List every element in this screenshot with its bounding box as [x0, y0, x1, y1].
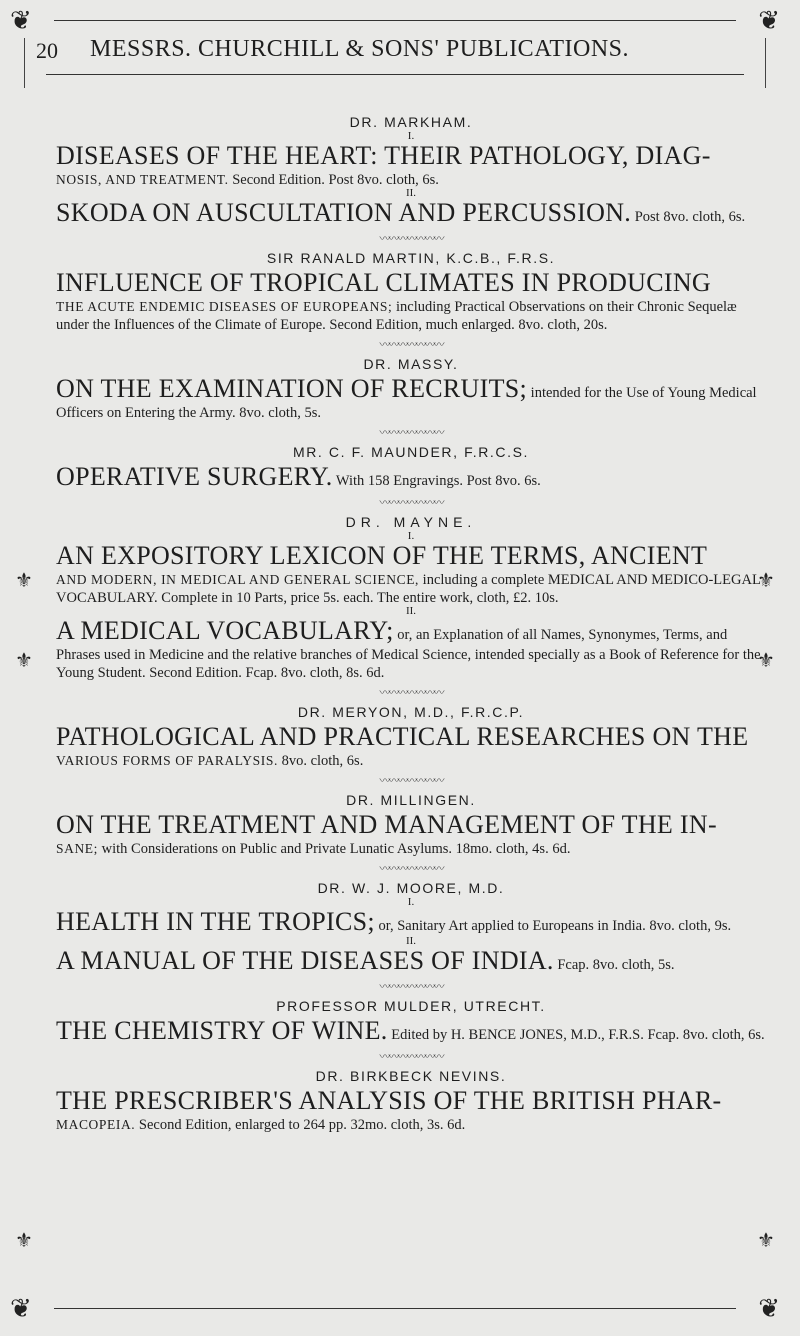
book-entry [56, 946, 766, 976]
author-heading: DR. MERYON, M.D., F.R.C.P. [297, 704, 525, 720]
book-details: Second Edition, enlarged to 264 pp. 32mo. cloth, 3s. 6d. [135, 1117, 466, 1133]
book-details: intended for the Use of Young Medical Officers on Entering the Army. 8vo. cloth, 5s. [56, 385, 757, 421]
right-side-ornament: ⚜ [757, 568, 775, 592]
catalogue-content [56, 114, 766, 1134]
page-header [10, 30, 780, 70]
book-entry [56, 198, 766, 228]
book-entry [56, 810, 766, 858]
right-side-ornament-lower: ⚜ [757, 648, 775, 672]
book-details: Second Edition. Post 8vo. cloth, 6s. [228, 172, 439, 188]
volume-number: II. [405, 935, 417, 947]
volume-number: I. [407, 530, 415, 542]
wavy-divider: 〰〰〰〰〰〰〰 [379, 686, 443, 699]
book-details: With 158 Engravings. Post 8vo. 6s. [332, 473, 541, 489]
book-title: A MEDICAL VOCABULARY; [56, 616, 394, 645]
volume-number: II. [405, 187, 417, 199]
author-heading: DR. MARKHAM. [349, 114, 473, 130]
wavy-divider: 〰〰〰〰〰〰〰 [379, 426, 443, 439]
book-title: A MANUAL OF THE DISEASES OF INDIA. [56, 946, 554, 975]
header-rule [46, 74, 744, 75]
left-side-ornament-bottom: ⚜ [15, 1228, 33, 1252]
book-entry [56, 268, 766, 334]
book-details: or, Sanitary Art applied to Europeans in India. 8vo. cloth, 9s. [374, 918, 732, 934]
book-entry [56, 722, 766, 770]
volume-number: I. [407, 130, 415, 142]
book-details: including a complete MEDICAL AND MEDICO-LEGAL VOCABULARY. Complete in 10 Parts, price 5s. each. The entire work, cloth, £2. 10s. [56, 572, 761, 606]
book-entry [56, 1016, 766, 1046]
left-side-ornament: ⚜ [15, 568, 33, 592]
wavy-divider: 〰〰〰〰〰〰〰 [379, 496, 443, 509]
author-heading: DR. MAYNE. [345, 514, 477, 530]
bottom-rule [54, 1308, 736, 1309]
author-heading: DR. MASSY. [363, 356, 459, 372]
book-details: Fcap. 8vo. cloth, 5s. [553, 957, 675, 973]
corner-ornament-top-left: ❦ [10, 6, 32, 36]
book-title-continued: SANE; [56, 841, 99, 856]
top-rule [54, 20, 736, 21]
book-details: Post 8vo. cloth, 6s. [631, 209, 746, 225]
right-side-ornament-bottom: ⚜ [757, 1228, 775, 1252]
page-title: MESSRS. CHURCHILL & SONS' PUBLICATIONS. [90, 36, 630, 62]
page-number: 20 [36, 38, 58, 63]
book-title: THE PRESCRIBER'S ANALYSIS OF THE BRITISH PHAR- [56, 1086, 722, 1115]
volume-number: I. [407, 896, 415, 908]
author-heading: SIR RANALD MARTIN, K.C.B., F.R.S. [266, 250, 556, 266]
book-title-continued: VARIOUS FORMS OF PARALYSIS. [56, 753, 278, 768]
footer-ornament [10, 1296, 780, 1322]
corner-ornament-bottom-right: ❦ [758, 1294, 780, 1324]
book-entry [56, 1086, 766, 1134]
corner-ornament-top-right: ❦ [758, 6, 780, 36]
book-title-continued: NOSIS, AND TREATMENT. [56, 172, 229, 187]
book-entry [56, 462, 766, 492]
book-entry [56, 141, 766, 189]
wavy-divider: 〰〰〰〰〰〰〰 [379, 774, 443, 787]
book-title: AN EXPOSITORY LEXICON OF THE TERMS, ANCIENT [56, 541, 708, 570]
wavy-divider: 〰〰〰〰〰〰〰 [379, 232, 443, 245]
page-frame [10, 8, 780, 1333]
right-border-line [765, 38, 766, 88]
book-title: ON THE TREATMENT AND MANAGEMENT OF THE IN- [56, 810, 717, 839]
book-details: or, an Explanation of all Names, Synonymes, Terms, and Phrases used in Medicine and the relative branches of Medical Science, intended specially as a Book of Reference for the Young Student. Second Edition. Fcap. 8vo. cloth, 8s. 6d. [56, 627, 761, 681]
book-title-continued: THE ACUTE ENDEMIC DISEASES OF EUROPEANS; [56, 299, 393, 314]
book-title: DISEASES OF THE HEART: THEIR PATHOLOGY, DIAG- [56, 141, 711, 170]
book-title-continued: AND MODERN, IN MEDICAL AND GENERAL SCIENCE, [56, 572, 420, 587]
author-heading: DR. BIRKBECK NEVINS. [315, 1068, 507, 1084]
author-heading: MR. C. F. MAUNDER, F.R.C.S. [292, 444, 530, 460]
book-title-continued: MACOPEIA. [56, 1117, 136, 1132]
wavy-divider: 〰〰〰〰〰〰〰 [379, 862, 443, 875]
book-entry [56, 616, 766, 682]
book-details: including Practical Observations on their Chronic Sequelæ under the Influences of the Climate of Europe. Second Edition, much enlarged. 8vo. cloth, 20s. [56, 299, 737, 333]
wavy-divider: 〰〰〰〰〰〰〰 [379, 980, 443, 993]
author-heading: PROFESSOR MULDER, UTRECHT. [276, 998, 546, 1014]
book-title: PATHOLOGICAL AND PRACTICAL RESEARCHES ON THE [56, 722, 749, 751]
book-title: SKODA ON AUSCULTATION AND PERCUSSION. [56, 198, 632, 227]
book-details: Edited by H. BENCE JONES, M.D., F.R.S. Fcap. 8vo. cloth, 6s. [387, 1027, 765, 1043]
wavy-divider: 〰〰〰〰〰〰〰 [379, 338, 443, 351]
book-title: ON THE EXAMINATION OF RECRUITS; [56, 374, 528, 403]
book-title: HEALTH IN THE TROPICS; [56, 907, 375, 936]
book-title: OPERATIVE SURGERY. [56, 462, 333, 491]
book-entry [56, 541, 766, 607]
book-entry [56, 907, 766, 937]
book-title: THE CHEMISTRY OF WINE. [56, 1016, 388, 1045]
book-title: INFLUENCE OF TROPICAL CLIMATES IN PRODUCING [56, 268, 711, 297]
book-details: 8vo. cloth, 6s. [277, 753, 364, 769]
corner-ornament-bottom-left: ❦ [10, 1294, 32, 1324]
author-heading: DR. MILLINGEN. [346, 792, 476, 808]
book-details: with Considerations on Public and Private Lunatic Asylums. 18mo. cloth, 4s. 6d. [98, 841, 571, 857]
left-border-line [24, 38, 25, 88]
author-heading: DR. W. J. MOORE, M.D. [317, 880, 505, 896]
wavy-divider: 〰〰〰〰〰〰〰 [379, 1050, 443, 1063]
left-side-ornament-lower: ⚜ [15, 648, 33, 672]
volume-number: II. [405, 605, 417, 617]
book-entry [56, 374, 766, 422]
